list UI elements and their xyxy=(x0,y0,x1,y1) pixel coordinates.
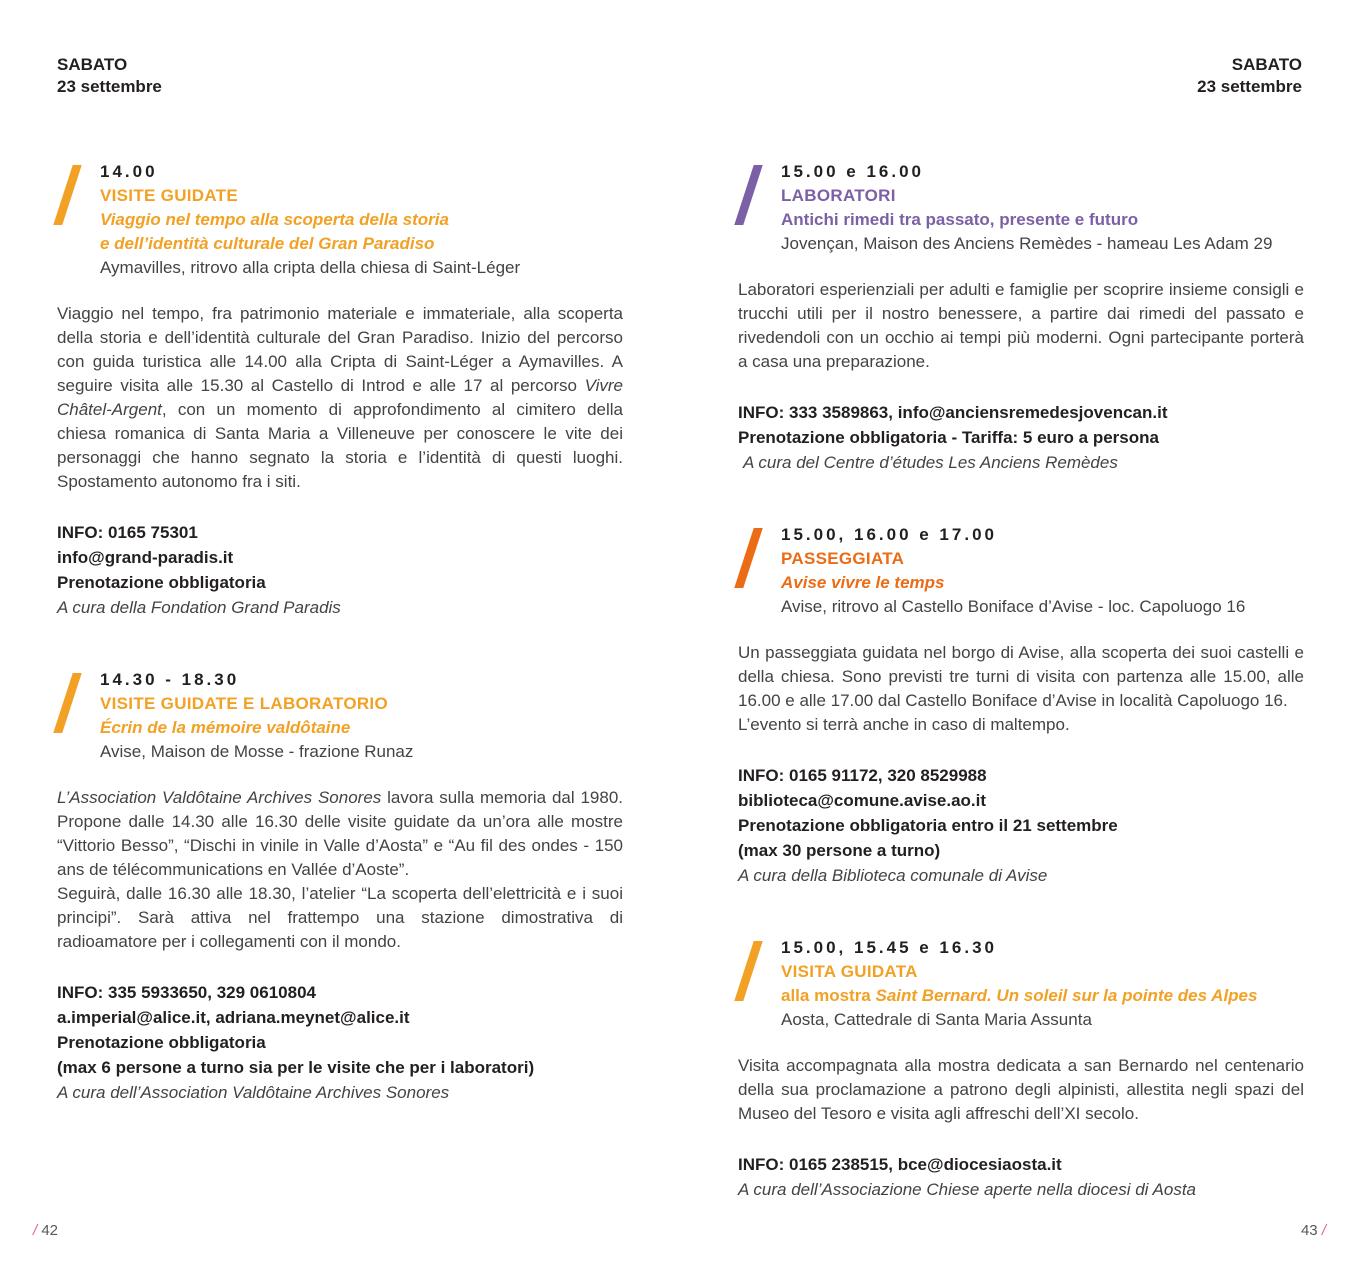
event-header-visite-guidate-laboratorio xyxy=(57,668,623,764)
body-paragraph xyxy=(57,786,623,882)
credit-line: A cura dell’Association Valdôtaine Archives Sonores xyxy=(57,1083,450,1102)
event-category: PASSEGGIATA xyxy=(781,549,905,568)
event-body xyxy=(738,641,1304,737)
header-date: 23 settembre xyxy=(57,77,162,96)
page-number-slash-icon: / xyxy=(33,1222,38,1239)
event-slash-icon xyxy=(734,528,762,588)
event-header-passeggiata xyxy=(738,523,1304,619)
info-block xyxy=(57,520,623,620)
page-number-right xyxy=(1301,1222,1326,1239)
page-number-value: 43 xyxy=(1300,1222,1318,1239)
body-paragraph: L’evento si terrà anche in caso di maltempo. xyxy=(738,715,1070,734)
page-number-slash-icon: / xyxy=(1321,1222,1326,1239)
event-category: VISITE GUIDATE xyxy=(100,186,239,205)
info-line: Prenotazione obbligatoria - Tariffa: 5 euro a persona xyxy=(738,428,1159,447)
info-line: Prenotazione obbligatoria entro il 21 settembre xyxy=(738,816,1118,835)
event-header-laboratori xyxy=(738,160,1304,256)
info-line: (max 6 persone a turno sia per le visite che per i laboratori) xyxy=(57,1058,535,1077)
event-location: Aymavilles, ritrovo alla cripta della chiesa di Saint-Léger xyxy=(100,258,521,277)
event-time: 15.00, 16.00 e 17.00 xyxy=(781,525,997,544)
info-line: INFO: 333 3589863, info@anciensremedesjovencan.it xyxy=(738,403,1168,422)
event-title: Viaggio nel tempo alla scoperta della storia xyxy=(100,210,449,229)
event-header-visita-guidata xyxy=(738,936,1304,1032)
event-time: 14.00 xyxy=(100,162,158,181)
info-line: Prenotazione obbligatoria xyxy=(57,573,266,592)
body-text: , con un momento di approfondimento al cimitero della chiesa romanica di Santa Maria a Villeneuve per conoscere le vite dei personaggi che hanno segnato la storia e l’identità di questi luoghi. Spostamento autonomo fra i siti. xyxy=(57,400,623,491)
event-slash-icon xyxy=(53,165,81,225)
event-title: Avise vivre le temps xyxy=(781,573,945,592)
body-paragraph: Un passeggiata guidata nel borgo di Avise, alla scoperta dei suoi castelli e della chiesa. Sono previsti tre turni di visita con partenza alle 15.00, alle 16.00 e alle 17.00 dal Castello Boniface d’Avise in località Capoluogo 16. xyxy=(738,643,1304,710)
body-text-italic: Vivre Châtel-Argent xyxy=(57,376,623,419)
event-title-italic: Saint Bernard. Un soleil sur la pointe des Alpes xyxy=(875,986,1258,1005)
credit-line: A cura della Fondation Grand Paradis xyxy=(57,598,341,617)
event-location: Avise, ritrovo al Castello Boniface d’Avise - loc. Capoluogo 16 xyxy=(781,597,1246,616)
event-title-prefix: alla mostra xyxy=(781,986,876,1005)
info-line: INFO: 0165 238515, bce@diocesiaosta.it xyxy=(738,1155,1062,1174)
header-day: SABATO xyxy=(1231,55,1302,74)
event-slash-icon xyxy=(53,673,81,733)
info-line: biblioteca@comune.avise.ao.it xyxy=(738,791,987,810)
credit-line: A cura della Biblioteca comunale di Avise xyxy=(738,866,1048,885)
event-body: Laboratori esperienziali per adulti e famiglie per scoprire insieme consigli e trucchi utili per il nostro benessere, a partire dai rimedi del passato e rivedendoli con un occhio ai tempi più moderni. Ogni partecipante porterà a casa una preparazione. xyxy=(738,280,1304,371)
event-category: VISITE GUIDATE E LABORATORIO xyxy=(100,694,388,713)
event-location: Aosta, Cattedrale di Santa Maria Assunta xyxy=(781,1010,1092,1029)
body-text: lavora sulla memoria dal 1980. Propone dalle 14.30 alle 16.30 delle visite guidate da un’ora alle mostre “Vittorio Besso”, “Dischi in vinile in Valle d’Aosta” e “Au fil des ondes - 150 ans de télécommunications en Vallée d’Aoste”. xyxy=(57,788,624,879)
info-line: (max 30 persone a turno) xyxy=(738,841,941,860)
info-line: a.imperial@alice.it, adriana.meynet@alice.it xyxy=(57,1008,410,1027)
header-right xyxy=(1197,54,1302,98)
header-left xyxy=(57,54,162,98)
event-location: Jovençan, Maison des Anciens Remèdes - hameau Les Adam 29 xyxy=(781,234,1273,253)
event-title xyxy=(781,984,1304,1008)
column-right xyxy=(738,160,1304,1202)
event-body xyxy=(57,302,623,494)
info-block xyxy=(738,400,1304,475)
info-block xyxy=(738,763,1304,888)
info-line: INFO: 0165 91172, 320 8529988 xyxy=(738,766,987,785)
info-block xyxy=(738,1152,1304,1202)
event-title: e dell’identità culturale del Gran Paradiso xyxy=(100,234,435,253)
event-title: Antichi rimedi tra passato, presente e futuro xyxy=(781,210,1139,229)
credit-line: A cura del Centre d’études Les Anciens Remèdes xyxy=(743,453,1118,472)
info-line: INFO: 335 5933650, 329 0610804 xyxy=(57,983,316,1002)
credit-line: A cura dell’Associazione Chiese aperte nella diocesi di Aosta xyxy=(738,1180,1196,1199)
header-day: SABATO xyxy=(57,55,128,74)
header-date: 23 settembre xyxy=(1197,77,1302,96)
event-slash-icon xyxy=(734,941,762,1001)
event-slash-icon xyxy=(734,165,762,225)
event-category: LABORATORI xyxy=(781,186,896,205)
body-text-italic: L’Association Valdôtaine Archives Sonores xyxy=(57,788,382,807)
event-time: 15.00, 15.45 e 16.30 xyxy=(781,938,997,957)
event-location: Avise, Maison de Mosse - frazione Runaz xyxy=(100,742,414,761)
event-time: 15.00 e 16.00 xyxy=(781,162,924,181)
event-body xyxy=(57,786,623,954)
event-header-visite-guidate xyxy=(57,160,623,280)
event-category: VISITA GUIDATA xyxy=(781,962,918,981)
body-paragraph: Seguirà, dalle 16.30 alle 18.30, l’atelier “La scoperta dell’elettricità e i suoi principi”. Sarà attiva nel frattempo una stazione dimostrativa di radioamatore per i collegamenti con il mondo. xyxy=(57,884,623,951)
page-number-left xyxy=(33,1222,58,1239)
page-number-value: 42 xyxy=(41,1222,59,1239)
event-time: 14.30 - 18.30 xyxy=(100,670,240,689)
column-left xyxy=(57,160,623,1105)
info-line: info@grand-paradis.it xyxy=(57,548,234,567)
info-line: INFO: 0165 75301 xyxy=(57,523,198,542)
event-title: Écrin de la mémoire valdôtaine xyxy=(100,718,351,737)
info-line: Prenotazione obbligatoria xyxy=(57,1033,266,1052)
info-block xyxy=(57,980,623,1105)
body-text: Viaggio nel tempo, fra patrimonio materiale e immateriale, alla scoperta della storia e dell’identità culturale del Gran Paradiso. Inizio del percorso con guida turistica alle 14.00 alla Cripta di Saint-Léger a Aymavilles. A seguire visita alle 15.30 al Castello di Introd e alle 17 al percorso xyxy=(57,304,623,395)
event-body: Visita accompagnata alla mostra dedicata a san Bernardo nel centenario della sua proclamazione a patrono degli alpinisti, allestita negli spazi del Museo del Tesoro e visita agli affreschi dell’XI secolo. xyxy=(738,1056,1304,1123)
